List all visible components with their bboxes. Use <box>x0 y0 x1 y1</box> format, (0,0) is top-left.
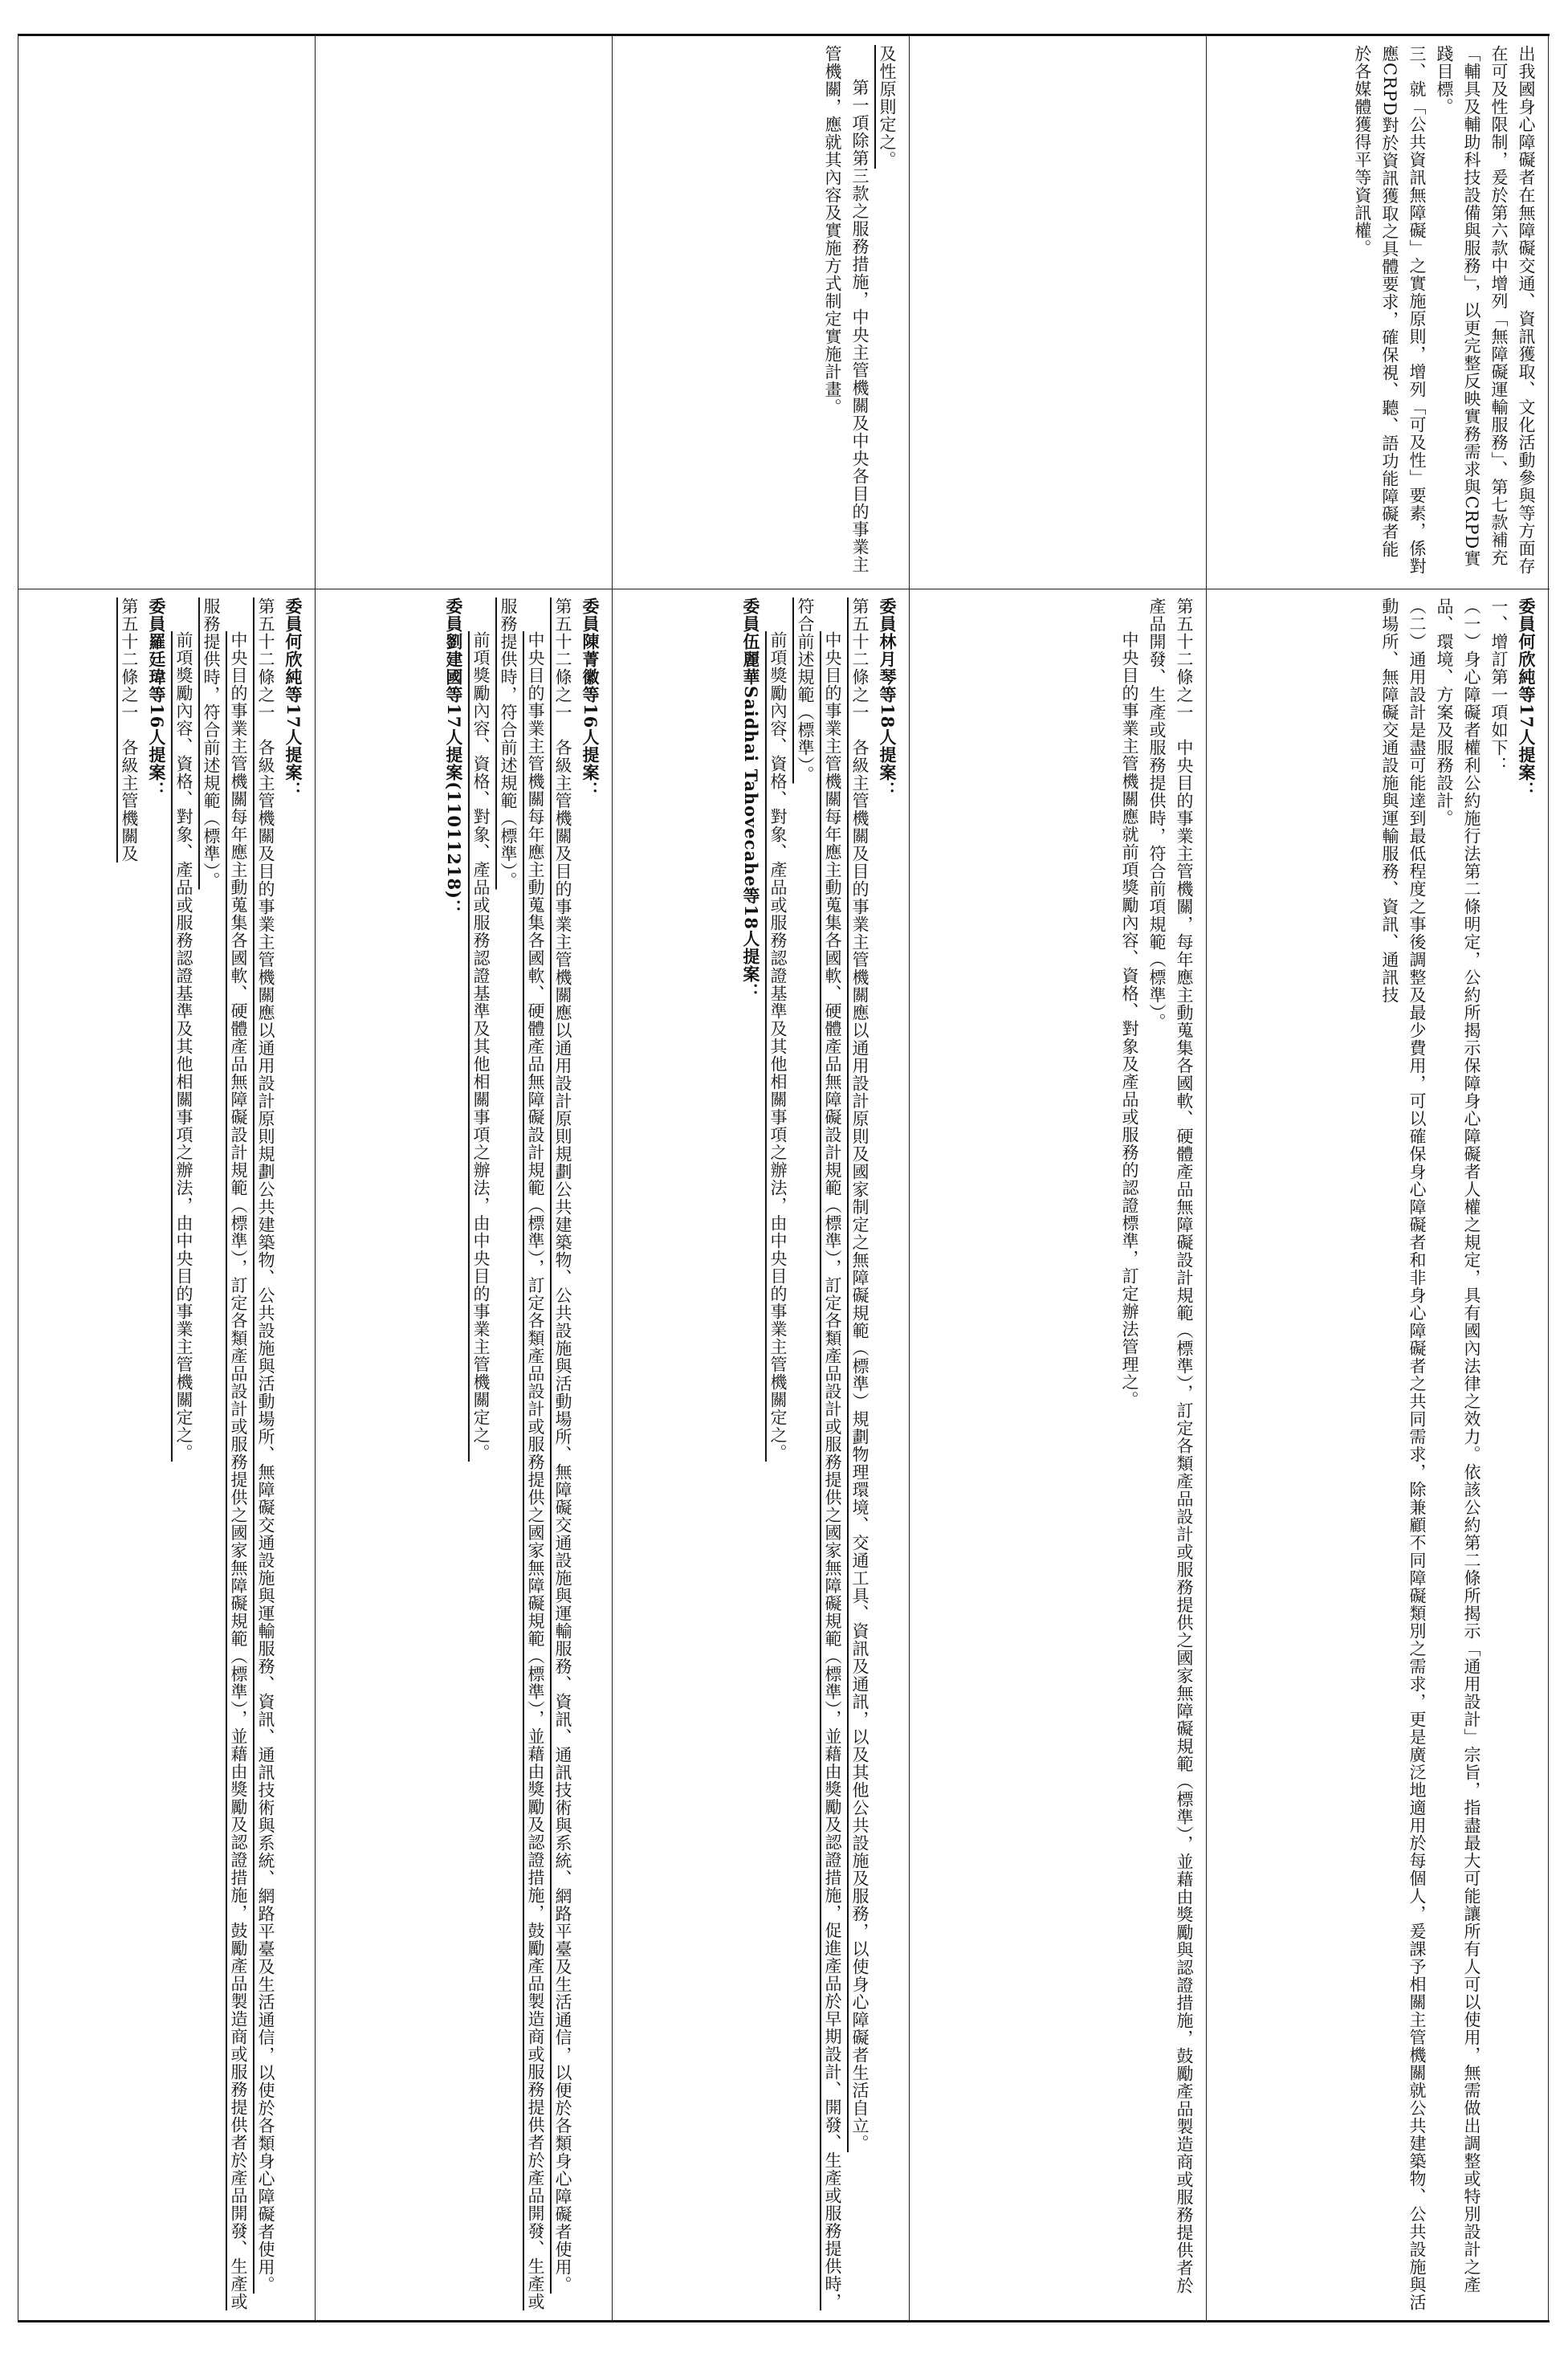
article-text: 第五十二條之一 各級主管機關及目的事業主管機關應以通用設計原則規劃公共建築物、公共設施與活動場所、無障礙交通設施與運輸服務、資訊、通訊技術與系統、網路平臺及生活通信，以便於各類身心障礙者使用。 <box>552 597 572 2294</box>
article-text: 中央目的事業主管機關每年應主動蒐集各國軟、硬體產品無障礙設計規範（標準），訂定各類產品設計或服務提供之國家無障礙規範（標準），並藉由獎勵及認證措施，鼓勵產品製造商或服務提供者於產品開發、生產或服務提供時，符合前述規範（標準）。 <box>201 597 248 2310</box>
article-text: 前項獎勵內容、資格、對象、產品或服務認證基準及其他相關事項之辦法，由中央目的事業主管機關定之。 <box>768 631 788 1462</box>
explanation-text: 一、增訂第一項如下： <box>1489 597 1509 774</box>
article-text: 中央目的事業主管機關每年應主動蒐集各國軟、硬體產品無障礙設計規範（標準），訂定各類產品設計或服務提供之國家無障礙規範（標準），並藉由獎勵及認證措施，促進產品於早期設計、開發、生產或服務提供時，符合前述規範（標準）。 <box>795 597 842 2310</box>
table-border-right <box>1548 36 1549 2320</box>
column-divider <box>909 36 910 2320</box>
explanation-cell-top <box>1208 34 1548 586</box>
proposal-heading: 委員劉建國等17人提案(11011218)： <box>443 597 464 917</box>
column-divider <box>315 36 316 2320</box>
proposal-heading: 委員陳菁徽等16人提案： <box>580 597 601 800</box>
article-text: 第五十二條之一 各級主管機關及目的事業主管機關應以通用設計原則規劃公共建築物、公共設施與活動場所、無障礙交通設施與運輸服務、資訊、通訊技術與系統、網路平臺及生活通信，以使於各類身心障礙者使用。 <box>255 597 275 2294</box>
proposal-cell-bottom <box>19 586 315 2322</box>
explanation-text: （一）身心障礙者權利公約施行法第二條明定，公約所揭示保障身心障礙者人權之規定，具有國內法律之效力。依該公約第二條所揭示「通用設計」宗旨，指盡最大可能讓所有人可以使用，無需做出調整或特別設計之產品、環境、方案及服務設計。 <box>1434 597 1481 2294</box>
explanation-cell-bottom <box>1208 586 1548 2322</box>
article-text: 第五十二條之一 各級主管機關及 <box>119 597 139 862</box>
proposal-cell-bottom <box>613 586 909 2322</box>
article-text: 第五十二條之一 各級主管機關及目的事業主管機關應以通用設計原則及國家制定之無障礙規範（標準）規劃物理環境、交通工具、資訊及通訊，以及其他公共設施及服務，以使身心障礙者生活自立。 <box>849 597 870 2152</box>
column-divider <box>612 36 613 2320</box>
proposal-heading: 委員何欣純等17人提案： <box>1517 597 1537 800</box>
explanation-text: （二）通用設計是盡可能達到最低程度之事後調整及最少費用，可以確保身心障礙者和非身心障礙者之共同需求，除兼顧不同障礙類別之需求，更是廣泛地適用於每個人，爰課予相關主管機關就公共建築物、公共設施與活動場所、無障礙交通設施與運輸服務、資訊、通訊技 <box>1379 597 1427 2311</box>
empty-cell <box>19 34 315 586</box>
proposal-heading: 委員何欣純等17人提案： <box>283 597 303 800</box>
article-text: 第一項除第三款之服務措施，中央主管機關及中央各目的事業主管機關，應就其內容及實施方式制定實施計畫。 <box>822 45 870 573</box>
article-text: 前項獎勵內容、資格、對象、產品或服務認證基準及其他相關事項之辦法，由中央目的事業主管機關定之。 <box>173 631 193 1462</box>
article-text: 第五十二條之一 中央目的事業主管機關，每年應主動蒐集各國軟、硬體產品無障礙設計規範（標準），訂定各類產品設計或服務提供之國家無障礙規範（標準），並藉由獎勵與認證措施，鼓勵產品製造商或服務提供者於產品開發、生產或服務提供時，符合前項規範（標準）。 <box>1146 597 1194 2294</box>
proposal-cell-top <box>613 34 909 586</box>
proposal-heading: 委員伍麗華Saidhai Tahovecahe等18人提案： <box>740 597 761 1001</box>
explanation-text: 出我國身心障礙者在無障礙交通、資訊獲取、文化活動參與等方面存在可及性限制，爰於第六款中增列「無障礙運輸服務」、第七款補充「輔具及輔助科技設備與服務」，以更完整反映實務需求與CRPD實踐目標。 <box>1434 45 1536 575</box>
proposal-heading: 委員林月琴等18人提案： <box>878 597 898 800</box>
article-text: 前項獎勵內容、資格、對象、產品或服務認證基準及其他相關事項之辦法，由中央目的事業主管機關定之。 <box>470 631 491 1462</box>
column-divider <box>1206 36 1207 2320</box>
explanation-text: 三、就「公共資訊無障礙」之實施原則，增列「可及性」要素，係對應CRPD對於資訊獲取之具體要求，確保視、聽、語功能障礙者能於各媒體獲得平等資訊權。 <box>1352 45 1427 575</box>
article-text: 及性原則定之。 <box>878 45 897 169</box>
document-page <box>18 34 1550 2322</box>
proposal-heading: 委員羅廷瑋等16人提案： <box>146 597 167 800</box>
current-law-cell <box>910 586 1206 2322</box>
empty-cell <box>316 34 612 586</box>
article-text: 中央目的事業主管機關應就前項獎勵內容、資格、對象及產品或服務的認證標準，訂定辦法管理之。 <box>1119 631 1139 1409</box>
article-text: 中央目的事業主管機關每年應主動蒐集各國軟、硬體產品無障礙設計規範（標準），訂定各類產品設計或服務提供之國家無障礙規範（標準），並藉由獎勵及認證措施，鼓勵產品製造商或服務提供者於產品開發、生產或服務提供時，符合前述規範（標準）。 <box>498 597 545 2310</box>
proposal-cell-bottom <box>316 586 612 2322</box>
